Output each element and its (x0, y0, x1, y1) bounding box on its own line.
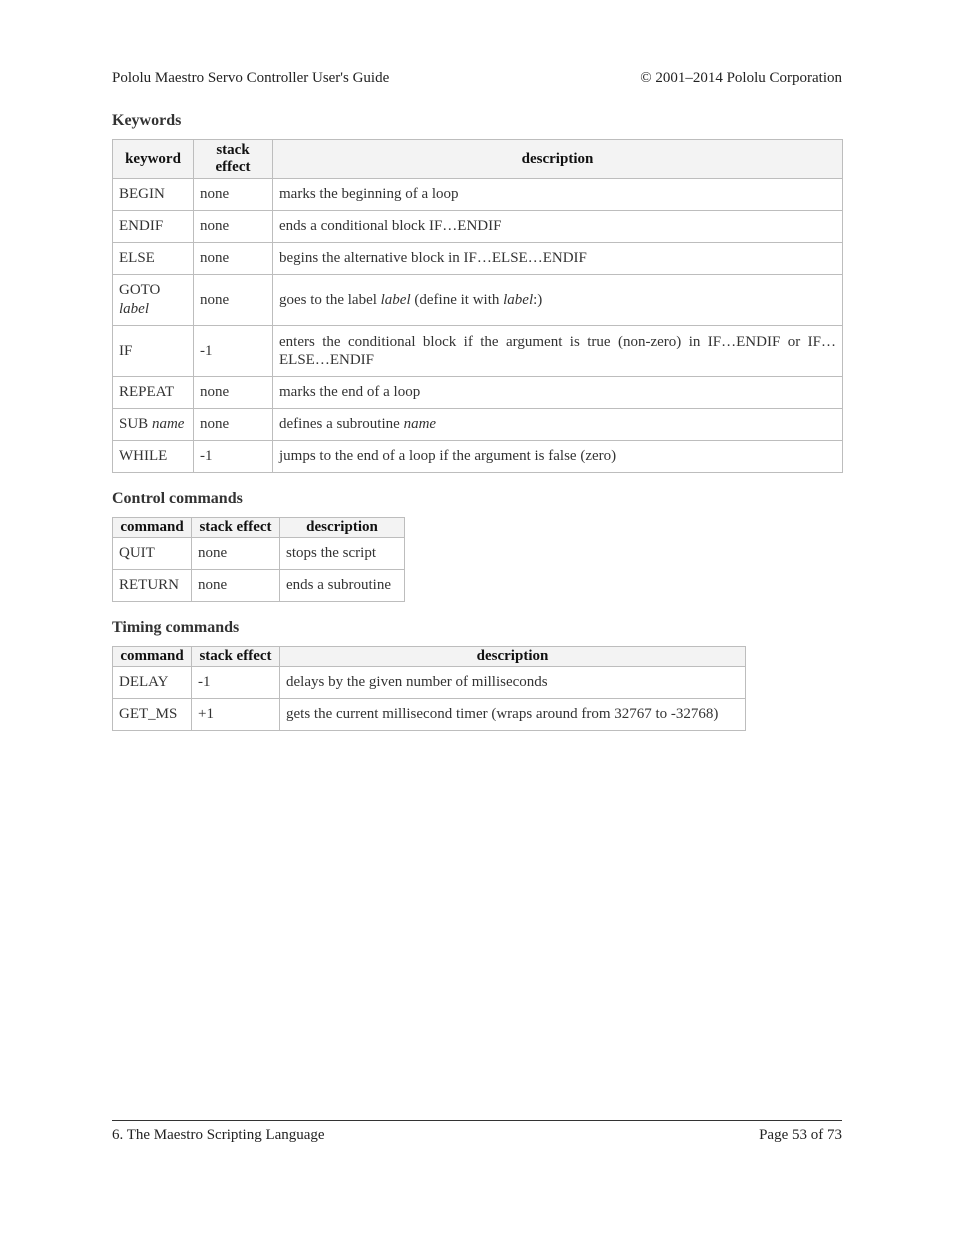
description-cell: ends a conditional block IF…ENDIF (273, 211, 843, 243)
description-cell: gets the current millisecond timer (wraps around from 32767 to -32768) (280, 699, 746, 731)
stack-effect-column-header: stack effect (194, 140, 273, 179)
description-column-header: description (280, 647, 746, 667)
keyword-cell: ELSE (113, 243, 194, 275)
table-header-row (113, 140, 843, 179)
stack-effect-cell: none (192, 538, 280, 570)
table-row (113, 667, 746, 699)
keywords-table (112, 139, 843, 473)
stack-effect-cell: none (194, 409, 273, 441)
stack-effect-cell: none (192, 570, 280, 602)
description-cell: marks the beginning of a loop (273, 179, 843, 211)
table-row (113, 211, 843, 243)
stack-effect-cell: none (194, 243, 273, 275)
description-cell: ends a subroutine (280, 570, 405, 602)
stack-effect-cell: -1 (194, 326, 273, 377)
description-column-header: description (280, 518, 405, 538)
table-row (113, 243, 843, 275)
keyword-cell: GOTO label (113, 275, 194, 326)
stack-effect-cell: +1 (192, 699, 280, 731)
footer-divider (112, 1120, 842, 1121)
page-number: Page 53 of 73 (759, 1127, 842, 1143)
page-footer (112, 1127, 842, 1147)
keyword-cell: WHILE (113, 441, 194, 473)
description-cell: enters the conditional block if the argument is true (non-zero) in IF…ENDIF or IF…ELSE…ENDIF (273, 326, 843, 377)
description-cell: goes to the label label (define it with label:) (273, 275, 843, 326)
table-row (113, 409, 843, 441)
chapter-title: 6. The Maestro Scripting Language (112, 1127, 325, 1143)
description-cell: delays by the given number of milliseconds (280, 667, 746, 699)
stack-effect-cell: none (194, 377, 273, 409)
command-column-header: command (113, 518, 192, 538)
description-cell: stops the script (280, 538, 405, 570)
command-cell: RETURN (113, 570, 192, 602)
keyword-column-header: keyword (113, 140, 194, 179)
keyword-cell: IF (113, 326, 194, 377)
copyright: © 2001–2014 Pololu Corporation (640, 70, 842, 86)
description-cell: defines a subroutine name (273, 409, 843, 441)
command-cell: GET_MS (113, 699, 192, 731)
keyword-cell: SUB name (113, 409, 194, 441)
table-header-row (113, 518, 405, 538)
table-row (113, 699, 746, 731)
command-cell: DELAY (113, 667, 192, 699)
control-commands-heading: Control commands (112, 490, 243, 507)
timing-commands-table (112, 646, 746, 731)
table-row (113, 179, 843, 211)
description-cell: begins the alternative block in IF…ELSE…ENDIF (273, 243, 843, 275)
description-cell: jumps to the end of a loop if the argument is false (zero) (273, 441, 843, 473)
table-row (113, 275, 843, 326)
table-row (113, 377, 843, 409)
table-row (113, 570, 405, 602)
keyword-cell: BEGIN (113, 179, 194, 211)
stack-effect-cell: none (194, 179, 273, 211)
keyword-cell: REPEAT (113, 377, 194, 409)
table-row (113, 538, 405, 570)
timing-commands-heading: Timing commands (112, 619, 240, 636)
stack-effect-column-header: stack effect (192, 647, 280, 667)
keyword-cell: ENDIF (113, 211, 194, 243)
document-title: Pololu Maestro Servo Controller User's Guide (112, 70, 390, 86)
stack-effect-cell: -1 (192, 667, 280, 699)
table-row (113, 441, 843, 473)
control-commands-table (112, 517, 405, 602)
keywords-heading: Keywords (112, 112, 182, 129)
description-cell: marks the end of a loop (273, 377, 843, 409)
stack-effect-column-header: stack effect (192, 518, 280, 538)
page-header (112, 70, 842, 90)
description-column-header: description (273, 140, 843, 179)
stack-effect-cell: -1 (194, 441, 273, 473)
command-column-header: command (113, 647, 192, 667)
stack-effect-cell: none (194, 275, 273, 326)
table-row (113, 326, 843, 377)
table-header-row (113, 647, 746, 667)
stack-effect-cell: none (194, 211, 273, 243)
command-cell: QUIT (113, 538, 192, 570)
